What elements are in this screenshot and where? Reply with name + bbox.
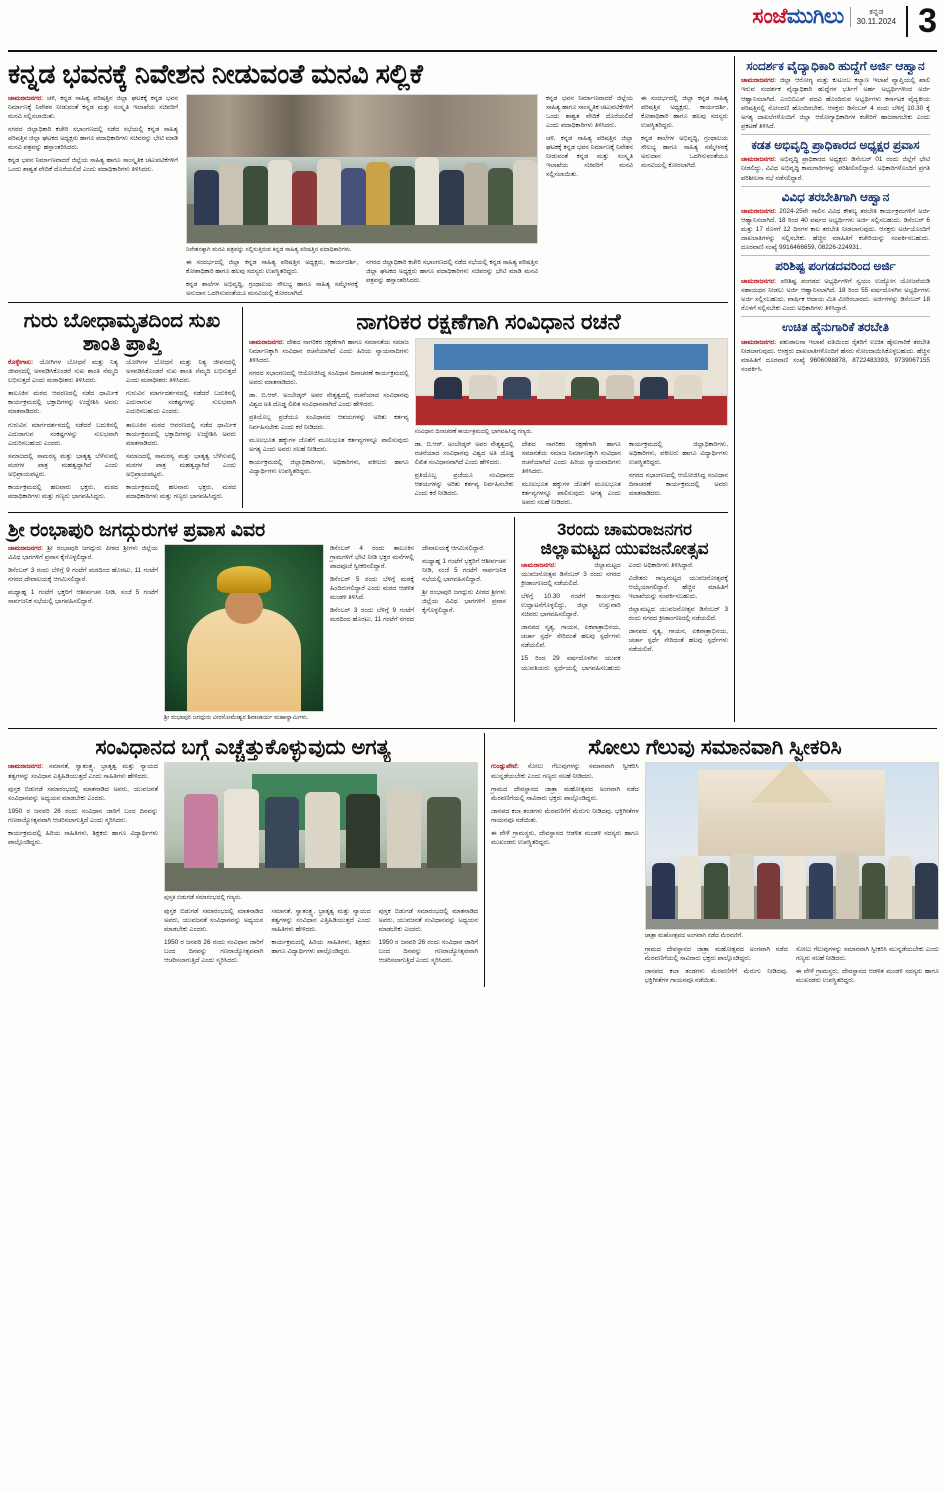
article-guru: [8, 307, 236, 507]
seer-column-3: [330, 544, 506, 722]
awareness-para-10: 1950 ರ ಜನವರಿ 26 ರಂದು ಸಂವಿಧಾನ ಜಾರಿಗೆ ಬಂದ ದಿನವನ್ನು ಗಣರಾಜ್ಯೋತ್ಸವವಾಗಿ ಆಚರಿಸಲಾಗುತ್ತಿದೆ ಎಂದು ಸ್ಮರಿಸಿದರು.: [378, 938, 478, 964]
awareness-photo-caption: ಪುಸ್ತಕ ಬಿಡುಗಡೆ ಸಮಾರಂಭದಲ್ಲಿ ಗಣ್ಯರು.: [164, 895, 242, 902]
seer-para-3: ಮಧ್ಯಾಹ್ನ 1 ಗಂಟೆಗೆ ಭಕ್ತರಿಗೆ ಆಶೀರ್ವಚನ ನೀಡಿ, ಸಂಜೆ 5 ಗಂಟೆಗೆ ಸಾರ್ವಜನಿಕ ಸಭೆಯಲ್ಲಿ ಭಾಗವಹಿಸಲಿದ್ದಾರೆ.: [8, 589, 158, 606]
youth-para-6: ಜಿಲ್ಲಾಮಟ್ಟದ ಯುವಜನೋತ್ಸವ ಡಿಸೆಂಬರ್ 3 ರಂದು ನಗರದ ಕ್ರೀಡಾಂಗಣದಲ್ಲಿ ನಡೆಯಲಿದೆ.: [628, 605, 728, 623]
youth-para-4: 15 ರಿಂದ 29 ವರ್ಷದೊಳಗಿನ ಯುವಕ ಯುವತಿಯರು ಸ್ಪರ್ಧೆಯಲ್ಲಿ ಭಾಗವಹಿಸಬಹುದು ಎಂದು ಅಧಿಕಾರಿಗಳು ತಿಳಿಸಿದ್ದಾರೆ.: [521, 561, 694, 672]
victory-para-1: ಸೋಲು ಗೆಲುವುಗಳನ್ನು ಸಮಾನವಾಗಿ ಸ್ವೀಕರಿಸಿ ಮುನ್ನಡೆಯಬೇಕು ಎಂದು ಗಣ್ಯರು ಸಲಹೆ ನೀಡಿದರು.: [491, 763, 639, 780]
constitution-para-2: ನಗರದ ಸಭಾಂಗಣದಲ್ಲಿ ಆಯೋಜಿಸಿದ್ದ ಸಂವಿಧಾನ ದಿನಾಚರಣೆ ಕಾರ್ಯಕ್ರಮದಲ್ಲಿ ಅವರು ಮಾತನಾಡಿದರು.: [249, 370, 409, 387]
rail-item-1-text: ಅಭಿವೃದ್ಧಿ ಪ್ರಾಧಿಕಾರದ ಅಧ್ಯಕ್ಷರು ಡಿಸೆಂಬರ್ 01 ರಂದು ಜಿಲ್ಲೆಗೆ ಭೇಟಿ ನೀಡಲಿದ್ದು, ವಿವಿಧ ಅಭಿವೃದ್ಧಿ ಕಾಮಗಾರಿಗಳನ್ನು ಪರಿಶೀಲಿಸಲಿದ್ದಾರೆ. ಅಧಿಕಾರಿಗಳೊಂದಿಗೆ ಪ್ರಗತಿ ಪರಿಶೀಲನಾ ಸಭೆ ನಡೆಸಲಿದ್ದಾರೆ.: [741, 156, 930, 182]
rail-item-1-dateline: ಚಾಮರಾಜನಗರ:: [741, 156, 777, 164]
article-victory: [484, 733, 939, 987]
awareness-para-7: ಸಮಾನತೆ, ಸ್ವಾತಂತ್ರ್ಯ, ಭ್ರಾತೃತ್ವ ಮತ್ತು ನ್ಯಾಯದ ತತ್ವಗಳನ್ನು ಸಂವಿಧಾನ ಎತ್ತಿಹಿಡಿಯುತ್ತದೆ ಎಂದು ಸಾಹಿತಿಗಳು ಹೇಳಿದರು.: [271, 907, 371, 933]
rail-item-0: [741, 59, 930, 131]
right-rail: [734, 56, 930, 722]
rail-item-1: [741, 138, 930, 183]
youth-para-1: ಜಿಲ್ಲಾಮಟ್ಟದ ಯುವಜನೋತ್ಸವ ಡಿಸೆಂಬರ್ 3 ರಂದು ನಗರದ ಕ್ರೀಡಾಂಗಣದಲ್ಲಿ ನಡೆಯಲಿದೆ.: [521, 561, 621, 587]
lead-photo-caption: ನಿವೇಶನಕ್ಕಾಗಿ ಮನವಿ ಪತ್ರವನ್ನು ಸಲ್ಲಿಸುತ್ತಿರುವ ಕನ್ನಡ ಸಾಹಿತ್ಯ ಪರಿಷತ್ತಿನ ಪದಾಧಿಕಾರಿಗಳು.: [186, 246, 352, 253]
lead-para-10: ಕನ್ನಡ ಶಾಲೆಗಳ ಅಭಿವೃದ್ಧಿ, ಗ್ರಂಥಾಲಯ ಸೌಲಭ್ಯ ಹಾಗೂ ಸಾಹಿತ್ಯ ಸಮ್ಮೇಳನಕ್ಕೆ ಅನುದಾನ ಒದಗಿಸುವಂತೆಯೂ ಮನವಿಯಲ್ಲಿ ಕೋರಲಾಗಿದೆ.: [641, 135, 728, 170]
rail-item-2-dateline: ಚಾಮರಾಜನಗರ:: [741, 208, 777, 216]
rail-item-3-body: [741, 277, 930, 313]
awareness-para-9: ಪುಸ್ತಕ ಬಿಡುಗಡೆ ಸಮಾರಂಭದಲ್ಲಿ ಮಾತನಾಡಿದ ಅವರು, ಯುವಜನತೆ ಸಂವಿಧಾನವನ್ನು ಅಧ್ಯಯನ ಮಾಡಬೇಕು ಎಂದರು.: [378, 907, 478, 933]
article-seer-dateline: ಚಾಮರಾಜನಗರ:: [8, 544, 44, 552]
constitution-para-4: ಪ್ರತಿಯೊಬ್ಬ ಪ್ರಜೆಯೂ ಸಂವಿಧಾನದ ಆಶಯಗಳನ್ನು ಅರಿತು ಕರ್ತವ್ಯ ನಿರ್ವಹಿಸಬೇಕು ಎಂದು ಕರೆ ನೀಡಿದರು.: [249, 414, 409, 431]
constitution-para-1: ದೇಶದ ನಾಗರಿಕರ ರಕ್ಷಣೆಗಾಗಿ ಹಾಗೂ ಸಮಾನತೆಯ ಸಮಾಜ ನಿರ್ಮಾಣಕ್ಕಾಗಿ ಸಂವಿಧಾನ ರಚನೆಯಾಗಿದೆ ಎಂದು ಹಿರಿಯ ನ್ಯಾಯವಾದಿಗಳು ತಿಳಿಸಿದರು.: [249, 338, 409, 364]
dateline: ಚಾಮರಾಜನಗರ:: [8, 94, 44, 102]
rail-item-2: [741, 190, 930, 253]
seer-para-6: ಡಿಸೆಂಬರ್ 3 ರಂದು ಬೆಳಿಗ್ಗೆ 9 ಗಂಟೆಗೆ ಮಠದಿಂದ ಹೊರಟು, 11 ಗಂಟೆಗೆ ನಗರದ ದೇವಾಲಯಕ್ಕೆ ಆಗಮಿಸಲಿದ್ದಾರೆ.: [330, 544, 485, 624]
rail-item-3-dateline: ಚಾಮರಾಜನಗರ:: [741, 277, 777, 285]
youth-para-7: ಜಾನಪದ ನೃತ್ಯ, ಗಾಯನ, ಏಕಪಾತ್ರಾಭಿನಯ, ಚರ್ಚಾ ಸ್ಪರ್ಧೆ ಸೇರಿದಂತೆ ಹಲವು ಸ್ಪರ್ಧೆಗಳು ನಡೆಯಲಿವೆ.: [628, 628, 728, 654]
awareness-para-8: ಕಾರ್ಯಕ್ರಮದಲ್ಲಿ ಹಿರಿಯ ಸಾಹಿತಿಗಳು, ಶಿಕ್ಷಕರು ಹಾಗೂ ವಿದ್ಯಾರ್ಥಿಗಳು ಪಾಲ್ಗೊಂಡಿದ್ದರು.: [271, 938, 371, 955]
masthead-language: ಕನ್ನಡ: [869, 6, 884, 16]
awareness-para-6: 1950 ರ ಜನವರಿ 26 ರಂದು ಸಂವಿಧಾನ ಜಾರಿಗೆ ಬಂದ ದಿನವನ್ನು ಗಣರಾಜ್ಯೋತ್ಸವವಾಗಿ ಆಚರಿಸಲಾಗುತ್ತಿದೆ ಎಂದು ಸ್ಮರಿಸಿದರು.: [164, 938, 264, 964]
article-awareness: [8, 733, 478, 987]
rail-item-4-title: ಉಚಿತ ಹೈನುಗಾರಿಕೆ ತರಬೇತಿ: [782, 320, 889, 335]
lead-para-5: ಕನ್ನಡ ಶಾಲೆಗಳ ಅಭಿವೃದ್ಧಿ, ಗ್ರಂಥಾಲಯ ಸೌಲಭ್ಯ ಹಾಗೂ ಸಾಹಿತ್ಯ ಸಮ್ಮೇಳನಕ್ಕೆ ಅನುದಾನ ಒದಗಿಸುವಂತೆಯೂ ಮನವಿಯಲ್ಲಿ ಕೋರಲಾಗಿದೆ.: [186, 280, 358, 298]
seer-para-4: ಡಿಸೆಂಬರ್ 4 ರಂದು ತಾಲೂಕಿನ ಗ್ರಾಮಗಳಿಗೆ ಭೇಟಿ ನೀಡಿ ಭಕ್ತರ ಮನೆಗಳಲ್ಲಿ ಪಾದಪೂಜೆ ಸ್ವೀಕರಿಸಲಿದ್ದಾರೆ.: [330, 544, 414, 570]
guru-para-4: ಸಮಾಜದಲ್ಲಿ ಸಾಮರಸ್ಯ ಮತ್ತು ಭಾತೃತ್ವ ಬೆಳೆಸುವಲ್ಲಿ ಮಠಗಳ ಪಾತ್ರ ಮಹತ್ವದ್ದಾಗಿದೆ ಎಂದು ಅಭಿಪ್ರಾಯಪಟ್ಟರು.: [8, 452, 118, 478]
rail-item-2-title: ವಿವಿಧ ತರಬೇತಿಗಾಗಿ ಆಹ್ವಾನ: [781, 189, 890, 204]
guru-para-6: ಯೋಗಿಗಳ ಬೋಧನೆ ಮತ್ತು ನಿತ್ಯ ಜೀವನದಲ್ಲಿ ಅಳವಡಿಸಿಕೊಂಡರೆ ಸುಖ ಶಾಂತಿ ನೆಮ್ಮದಿ ಲಭಿಸುತ್ತದೆ ಎಂದು ಮಠಾಧೀಶರು ತಿಳಿಸಿದರು.: [126, 358, 236, 385]
rail-item-2-body: [741, 207, 930, 252]
masthead: [8, 2, 937, 52]
seer-photo: [164, 544, 324, 712]
article-seer: [8, 517, 508, 722]
constitution-para-8: ಪ್ರತಿಯೊಬ್ಬ ಪ್ರಜೆಯೂ ಸಂವಿಧಾನದ ಆಶಯಗಳನ್ನು ಅರಿತು ಕರ್ತವ್ಯ ನಿರ್ವಹಿಸಬೇಕು ಎಂದು ಕರೆ ನೀಡಿದರು.: [414, 472, 514, 498]
seer-para-5: ಡಿಸೆಂಬರ್ 5 ರಂದು ಬೆಳಿಗ್ಗೆ ಮಠಕ್ಕೆ ಹಿಂದಿರುಗಲಿದ್ದಾರೆ ಎಂದು ಮಠದ ಆಡಳಿತ ಮಂಡಳಿ ತಿಳಿಸಿದೆ.: [330, 576, 414, 602]
seer-para-8: ಶ್ರೀ ರಂಭಾಪುರಿ ಜಗದ್ಗುರು ಪೀಠದ ಶ್ರೀಗಳು ಜಿಲ್ಲೆಯ ವಿವಿಧ ಭಾಗಗಳಿಗೆ ಪ್ರವಾಸ ಕೈಗೊಳ್ಳಲಿದ್ದಾರೆ.: [422, 589, 506, 615]
article-guru-dateline: ಕೊಳ್ಳೇಗಾಲ:: [8, 358, 34, 366]
constitution-photo-caption: ಸಂವಿಧಾನ ದಿನಾಚರಣೆ ಕಾರ್ಯಕ್ರಮದಲ್ಲಿ ಭಾಗವಹಿಸಿದ್ದ ಗಣ್ಯರು.: [414, 428, 533, 435]
guru-para-10: ಕಾರ್ಯಕ್ರಮದಲ್ಲಿ ಹಲವಾರು ಭಕ್ತರು, ಮಠದ ಪದಾಧಿಕಾರಿಗಳು ಮತ್ತು ಗಣ್ಯರು ಭಾಗವಹಿಸಿದ್ದರು.: [126, 484, 236, 501]
victory-para-6: ಜಾನಪದ ಕಲಾ ತಂಡಗಳು ಮೆರವಣಿಗೆಗೆ ಮೆರುಗು ನೀಡಿದವು. ಭಕ್ತಿಗೀತೆಗಳ ಗಾಯನವೂ ನಡೆಯಿತು.: [644, 967, 788, 984]
lead-para-2: ನಗರದ ಜಿಲ್ಲಾಧಿಕಾರಿ ಕಚೇರಿ ಸಭಾಂಗಣದಲ್ಲಿ ನಡೆದ ಸಭೆಯಲ್ಲಿ ಕನ್ನಡ ಸಾಹಿತ್ಯ ಪರಿಷತ್ತಿನ ಜಿಲ್ಲಾ ಘಟಕದ ಅಧ್ಯಕ್ಷರು ಹಾಗೂ ಪದಾಧಿಕಾರಿಗಳು ಸಚಿವರನ್ನು ಭೇಟಿ ಮಾಡಿ ಮನವಿ ಪತ್ರವನ್ನು ಹಸ್ತಾಂತರಿಸಿದರು.: [8, 125, 178, 152]
youth-para-5: ವಿಜೇತರು ರಾಜ್ಯಮಟ್ಟದ ಯುವಜನೋತ್ಸವಕ್ಕೆ ಆಯ್ಕೆಯಾಗಲಿದ್ದಾರೆ. ಹೆಚ್ಚಿನ ಮಾಹಿತಿಗೆ ಇಲಾಖೆಯನ್ನು ಸಂಪರ್ಕಿಸಬಹುದು.: [628, 574, 728, 600]
youth-para-2: ಬೆಳಿಗ್ಗೆ 10.30 ಗಂಟೆಗೆ ಕಾರ್ಯಕ್ರಮ ಉದ್ಘಾಟನೆಗೊಳ್ಳಲಿದ್ದು, ಜಿಲ್ಲಾ ಉಸ್ತುವಾರಿ ಸಚಿವರು ಭಾಗವಹಿಸಲಿದ್ದಾರೆ.: [521, 592, 621, 619]
article-guru-body: [8, 358, 236, 503]
rail-item-3: [741, 259, 930, 313]
article-constitution: [242, 307, 728, 507]
victory-column-rest: [645, 945, 939, 987]
guru-para-3: ಗುರುವಿನ ಮಾರ್ಗದರ್ಶನದಲ್ಲಿ ನಡೆದರೆ ಬದುಕಿನಲ್ಲಿ ಎದುರಾಗುವ ಸಂಕಷ್ಟಗಳನ್ನು ಸುಲಭವಾಗಿ ಎದುರಿಸಬಹುದು ಎಂದರು.: [8, 421, 118, 447]
awareness-para-5: ಪುಸ್ತಕ ಬಿಡುಗಡೆ ಸಮಾರಂಭದಲ್ಲಿ ಮಾತನಾಡಿದ ಅವರು, ಯುವಜನತೆ ಸಂವಿಧಾನವನ್ನು ಅಧ್ಯಯನ ಮಾಡಬೇಕು ಎಂದರು.: [164, 907, 264, 933]
guru-para-5: ಕಾರ್ಯಕ್ರಮದಲ್ಲಿ ಹಲವಾರು ಭಕ್ತರು, ಮಠದ ಪದಾಧಿಕಾರಿಗಳು ಮತ್ತು ಗಣ್ಯರು ಭಾಗವಹಿಸಿದ್ದರು.: [8, 484, 118, 501]
rail-item-3-title: ಪರಿಶಿಷ್ಟ ಪಂಗಡದವರಿಂದ ಅರ್ಜಿ: [775, 259, 896, 274]
youth-para-3: ಜಾನಪದ ನೃತ್ಯ, ಗಾಯನ, ಏಕಪಾತ್ರಾಭಿನಯ, ಚರ್ಚಾ ಸ್ಪರ್ಧೆ ಸೇರಿದಂತೆ ಹಲವು ಸ್ಪರ್ಧೆಗಳು ನಡೆಯಲಿವೆ.: [521, 624, 621, 650]
victory-column-1: [491, 762, 639, 986]
seer-para-7: ಮಧ್ಯಾಹ್ನ 1 ಗಂಟೆಗೆ ಭಕ್ತರಿಗೆ ಆಶೀರ್ವಚನ ನೀಡಿ, ಸಂಜೆ 5 ಗಂಟೆಗೆ ಸಾರ್ವಜನಿಕ ಸಭೆಯಲ್ಲಿ ಭಾಗವಹಿಸಲಿದ್ದಾರೆ.: [422, 557, 506, 584]
constitution-para-9: ದೇಶದ ನಾಗರಿಕರ ರಕ್ಷಣೆಗಾಗಿ ಹಾಗೂ ಸಮಾನತೆಯ ಸಮಾಜ ನಿರ್ಮಾಣಕ್ಕಾಗಿ ಸಂವಿಧಾನ ರಚನೆಯಾಗಿದೆ ಎಂದು ಹಿರಿಯ ನ್ಯಾಯವಾದಿಗಳು ತಿಳಿಸಿದರು.: [521, 440, 621, 476]
awareness-para-1: ಸಮಾನತೆ, ಸ್ವಾತಂತ್ರ್ಯ, ಭ್ರಾತೃತ್ವ ಮತ್ತು ನ್ಯಾಯದ ತತ್ವಗಳನ್ನು ಸಂವಿಧಾನ ಎತ್ತಿಹಿಡಿಯುತ್ತದೆ ಎಂದು ಸಾಹಿತಿಗಳು ಹೇಳಿದರು.: [8, 763, 158, 780]
rail-item-4-text: ಪಶುಪಾಲನಾ ಇಲಾಖೆ ವತಿಯಿಂದ ರೈತರಿಗೆ ಉಚಿತ ಹೈನುಗಾರಿಕೆ ತರಬೇತಿ ನೀಡಲಾಗುವುದು. ಆಸಕ್ತರು ದಾಖಲಾತಿಗಳೊಂದಿಗೆ ಹೆಸರು ನೋಂದಾಯಿಸಿಕೊಳ್ಳಬಹುದು. ಹೆಚ್ಚಿನ ಮಾಹಿತಿಗೆ ದೂರವಾಣಿ ಸಂಖ್ಯೆ 9606098878, 8722483393, 9739067155 ಸಂಪರ್ಕಿಸಿ.: [741, 338, 931, 373]
awareness-photo: [164, 762, 478, 892]
constitution-para-10: ಮೂಲಭೂತ ಹಕ್ಕುಗಳ ಜೊತೆಗೆ ಮೂಲಭೂತ ಕರ್ತವ್ಯಗಳನ್ನೂ ಪಾಲಿಸುವುದು ಅಗತ್ಯ ಎಂದು ಅವರು ಸಲಹೆ ನೀಡಿದರು.: [521, 481, 621, 507]
victory-para-4: ಈ ವೇಳೆ ಗ್ರಾಮಸ್ಥರು, ದೇವಸ್ಥಾನದ ಆಡಳಿತ ಮಂಡಳಿ ಸದಸ್ಯರು ಹಾಗೂ ಮುಖಂಡರು ಉಪಸ್ಥಿತರಿದ್ದರು.: [491, 829, 639, 847]
rail-item-3-text: ಪರಿಶಿಷ್ಟ ಪಂಗಡದ ಅಭ್ಯರ್ಥಿಗಳಿಗೆ ಸ್ವಯಂ ಉದ್ಯೋಗ ಯೋಜನೆಯಡಿ ಸಹಾಯಧನ ನೀಡಲು ಅರ್ಜಿ ಆಹ್ವಾನಿಸಲಾಗಿದೆ. 18 ರಿಂದ 55 ವರ್ಷದೊಳಗಿನ ಅಭ್ಯರ್ಥಿಗಳು ಅರ್ಜಿ ಸಲ್ಲಿಸಬಹುದು. ವಾರ್ಷಿಕ ಆದಾಯ ಮಿತಿ ಮೀರಿರಬಾರದು. ಅರ್ಜಿಗಳನ್ನು ಡಿಸೆಂಬರ್ 18 ರೊಳಗೆ ಸಲ್ಲಿಸಬೇಕು ಎಂದು ಅಧಿಕಾರಿಗಳು ತಿಳಿಸಿದ್ದಾರೆ.: [741, 277, 930, 313]
seer-para-1: ಶ್ರೀ ರಂಭಾಪುರಿ ಜಗದ್ಗುರು ಪೀಠದ ಶ್ರೀಗಳು ಜಿಲ್ಲೆಯ ವಿವಿಧ ಭಾಗಗಳಿಗೆ ಪ್ರವಾಸ ಕೈಗೊಳ್ಳಲಿದ್ದಾರೆ.: [8, 544, 158, 561]
brand-title-main: ಸಂಜೆ: [752, 5, 787, 28]
victory-para-5: ಗ್ರಾಮದ ದೇವಸ್ಥಾನದ ಜಾತ್ರಾ ಮಹೋತ್ಸವದ ಅಂಗವಾಗಿ ನಡೆದ ಮೆರವಣಿಗೆಯಲ್ಲಿ ಸಾವಿರಾರು ಭಕ್ತರು ಪಾಲ್ಗೊಂಡಿದ್ದರು.: [644, 945, 788, 962]
article-youth-dateline: ಚಾಮರಾಜನಗರ:: [521, 561, 557, 569]
rail-item-4-body: [741, 338, 930, 374]
rail-item-2-text: 2024-25ನೇ ಸಾಲಿನ ವಿವಿಧ ಕೌಶಲ್ಯ ತರಬೇತಿ ಕಾರ್ಯಕ್ರಮಗಳಿಗೆ ಅರ್ಜಿ ಆಹ್ವಾನಿಸಲಾಗಿದೆ. 18 ರಿಂದ 40 ವರ್ಷದ ಅಭ್ಯರ್ಥಿಗಳು ಅರ್ಜಿ ಸಲ್ಲಿಸಬಹುದು. ಡಿಸೆಂಬರ್ 6 ಮತ್ತು 17 ರೊಳಗೆ 12 ದಿನಗಳ ಕಾಲ ತರಬೇತಿ ನೀಡಲಾಗುವುದು. ಆಸಕ್ತರು ಅರ್ಜಿಯೊಂದಿಗೆ ದಾಖಲಾತಿಗಳನ್ನು ಸಲ್ಲಿಸಬೇಕು. ಹೆಚ್ಚಿನ ಮಾಹಿತಿಗೆ ಕಚೇರಿಯನ್ನು ಸಂಪರ್ಕಿಸಬಹುದು. ದೂರವಾಣಿ ಸಂಖ್ಯೆ 9916466659, 08226-224931.: [741, 208, 930, 252]
constitution-para-3: ಡಾ. ಬಿ.ಆರ್. ಅಂಬೇಡ್ಕರ್ ಅವರ ನೇತೃತ್ವದಲ್ಲಿ ರಚನೆಯಾದ ಸಂವಿಧಾನವು ವಿಶ್ವದ ಅತಿ ದೊಡ್ಡ ಲಿಖಿತ ಸಂವಿಧಾನವಾಗಿದೆ ಎಂದು ಹೇಳಿದರು.: [249, 392, 409, 409]
lead-para-1: ಚಳಿ, ಕನ್ನಡ ಸಾಹಿತ್ಯ ಪರಿಷತ್ತಿನ ಜಿಲ್ಲಾ ಘಟಕಕ್ಕೆ ಕನ್ನಡ ಭವನ ನಿರ್ಮಾಣಕ್ಕೆ ನಿವೇಶನ ನೀಡುವಂತೆ ಕನ್ನಡ ಮತ್ತು ಸಂಸ್ಕೃತಿ ಇಲಾಖೆಯ ಸಚಿವರಿಗೆ ಮನವಿ ಸಲ್ಲಿಸಲಾಯಿತು.: [8, 94, 178, 120]
masthead-brand: [752, 6, 896, 27]
rail-item-4: [741, 320, 930, 374]
main-content: [8, 56, 728, 722]
article-constitution-title: ನಾಗರಿಕರ ರಕ್ಷಣೆಗಾಗಿ ಸಂವಿಧಾನ ರಚನೆ: [356, 309, 621, 335]
brand-title: [752, 6, 843, 27]
seer-photo-caption: ಶ್ರೀ ರಂಭಾಪುರಿ ಜಗದ್ಗುರು ವೀರಸೋಮೇಶ್ವರ ಶಿವಾಚಾರ್ಯ ಮಹಾಸ್ವಾಮಿಗಳು.: [164, 714, 309, 721]
lead-column-3: [546, 94, 728, 298]
article-youth-body: [521, 561, 728, 673]
guru-para-9: ಸಮಾಜದಲ್ಲಿ ಸಾಮರಸ್ಯ ಮತ್ತು ಭಾತೃತ್ವ ಬೆಳೆಸುವಲ್ಲಿ ಮಠಗಳ ಪಾತ್ರ ಮಹತ್ವದ್ದಾಗಿದೆ ಎಂದು ಅಭಿಪ್ರಾಯಪಟ್ಟರು.: [126, 452, 236, 478]
victory-para-7: ಸೋಲು ಗೆಲುವುಗಳನ್ನು ಸಮಾನವಾಗಿ ಸ್ವೀಕರಿಸಿ ಮುನ್ನಡೆಯಬೇಕು ಎಂದು ಗಣ್ಯರು ಸಲಹೆ ನೀಡಿದರು.: [795, 945, 939, 962]
article-awareness-dateline: ಚಾಮರಾಜನಗರ:: [8, 763, 44, 771]
victory-para-3: ಜಾನಪದ ಕಲಾ ತಂಡಗಳು ಮೆರವಣಿಗೆಗೆ ಮೆರುಗು ನೀಡಿದವು. ಭಕ್ತಿಗೀತೆಗಳ ಗಾಯನವೂ ನಡೆಯಿತು.: [491, 807, 639, 824]
article-victory-dateline: ಗುಂಡ್ಲುಪೇಟೆ:: [491, 763, 519, 771]
page-title: ಕನ್ನಡ ಭವನಕ್ಕೆ ನಿವೇಶನ ನೀಡುವಂತೆ ಮನವಿ ಸಲ್ಲಿಕೆ: [8, 59, 423, 89]
lead-photo: [186, 94, 538, 244]
victory-photo-caption: ಜಾತ್ರಾ ಮಹೋತ್ಸವದ ಅಂಗವಾಗಿ ನಡೆದ ಮೆರವಣಿಗೆ.: [644, 933, 743, 940]
article-constitution-dateline: ಚಾಮರಾಜನಗರ:: [249, 338, 285, 346]
bottom-section: [8, 733, 937, 987]
constitution-column-rest: [415, 440, 728, 508]
article-lead: [8, 60, 728, 298]
victory-photo: [645, 762, 939, 930]
awareness-column-1: [8, 762, 158, 965]
article-youth-title: 3ರಂದು ಚಾಮರಾಜನಗರ ಜಿಲ್ಲಾಮಟ್ಟದ ಯುವಜನೋತ್ಸವ: [540, 519, 709, 558]
lead-para-9: ಈ ಸಂದರ್ಭದಲ್ಲಿ ಜಿಲ್ಲಾ ಕನ್ನಡ ಸಾಹಿತ್ಯ ಪರಿಷತ್ತಿನ ಅಧ್ಯಕ್ಷರು, ಕಾರ್ಯದರ್ಶಿ, ಕೋಶಾಧಿಕಾರಿ ಹಾಗೂ ಹಲವು ಸದಸ್ಯರು ಉಪಸ್ಥಿತರಿದ್ದರು.: [641, 94, 728, 129]
guru-para-8: ತಾಲೂಕಿನ ಮಠದ ಆವರಣದಲ್ಲಿ ನಡೆದ ಧಾರ್ಮಿಕ ಕಾರ್ಯಕ್ರಮದಲ್ಲಿ ಭಕ್ತಾದಿಗಳನ್ನು ಉದ್ದೇಶಿಸಿ ಅವರು ಮಾತನಾಡಿದರು.: [126, 421, 236, 447]
awareness-para-2: ಪುಸ್ತಕ ಬಿಡುಗಡೆ ಸಮಾರಂಭದಲ್ಲಿ ಮಾತನಾಡಿದ ಅವರು, ಯುವಜನತೆ ಸಂವಿಧಾನವನ್ನು ಅಧ್ಯಯನ ಮಾಡಬೇಕು ಎಂದರು.: [8, 785, 158, 802]
rail-item-0-title: ಸಂದರ್ಶಕ ವೈದ್ಯಾಧಿಕಾರಿ ಹುದ್ದೆಗೆ ಅರ್ಜಿ ಆಹ್ವಾನ: [746, 59, 925, 73]
lead-column-1: [8, 94, 178, 298]
rail-item-1-title: ಕಡತ ಅಭಿವೃದ್ಧಿ ಪ್ರಾಧಿಕಾರದ ಅಧ್ಯಕ್ಷರ ಪ್ರವಾಸ: [751, 137, 920, 152]
guru-para-7: ಗುರುವಿನ ಮಾರ್ಗದರ್ಶನದಲ್ಲಿ ನಡೆದರೆ ಬದುಕಿನಲ್ಲಿ ಎದುರಾಗುವ ಸಂಕಷ್ಟಗಳನ್ನು ಸುಲಭವಾಗಿ ಎದುರಿಸಬಹುದು ಎಂದರು.: [126, 390, 236, 416]
constitution-para-12: ನಗರದ ಸಭಾಂಗಣದಲ್ಲಿ ಆಯೋಜಿಸಿದ್ದ ಸಂವಿಧಾನ ದಿನಾಚರಣೆ ಕಾರ್ಯಕ್ರಮದಲ್ಲಿ ಅವರು ಮಾತನಾಡಿದರು.: [628, 472, 728, 498]
lead-column-center-text: [186, 258, 538, 298]
lead-para-6: ನಗರದ ಜಿಲ್ಲಾಧಿಕಾರಿ ಕಚೇರಿ ಸಭಾಂಗಣದಲ್ಲಿ ನಡೆದ ಸಭೆಯಲ್ಲಿ ಕನ್ನಡ ಸಾಹಿತ್ಯ ಪರಿಷತ್ತಿನ ಜಿಲ್ಲಾ ಘಟಕದ ಅಧ್ಯಕ್ಷರು ಹಾಗೂ ಪದಾಧಿಕಾರಿಗಳು ಸಚಿವರನ್ನು ಭೇಟಿ ಮಾಡಿ ಮನವಿ ಪತ್ರವನ್ನು ಹಸ್ತಾಂತರಿಸಿದರು.: [366, 258, 538, 284]
guru-para-2: ತಾಲೂಕಿನ ಮಠದ ಆವರಣದಲ್ಲಿ ನಡೆದ ಧಾರ್ಮಿಕ ಕಾರ್ಯಕ್ರಮದಲ್ಲಿ ಭಕ್ತಾದಿಗಳನ್ನು ಉದ್ದೇಶಿಸಿ ಅವರು ಮಾತನಾಡಿದರು.: [8, 390, 118, 416]
victory-para-8: ಈ ವೇಳೆ ಗ್ರಾಮಸ್ಥರು, ದೇವಸ್ಥಾನದ ಆಡಳಿತ ಮಂಡಳಿ ಸದಸ್ಯರು ಹಾಗೂ ಮುಖಂಡರು ಉಪಸ್ಥಿತರಿದ್ದರು.: [795, 967, 939, 984]
seer-para-2: ಡಿಸೆಂಬರ್ 3 ರಂದು ಬೆಳಿಗ್ಗೆ 9 ಗಂಟೆಗೆ ಮಠದಿಂದ ಹೊರಟು, 11 ಗಂಟೆಗೆ ನಗರದ ದೇವಾಲಯಕ್ಕೆ ಆಗಮಿಸಲಿದ್ದಾರೆ.: [8, 566, 158, 584]
article-seer-title: ಶ್ರೀ ರಂಭಾಪುರಿ ಜಗದ್ಗುರುಗಳ ಪ್ರವಾಸ ವಿವರ: [8, 519, 266, 541]
rail-item-1-body: [741, 155, 930, 182]
lead-para-8: ಚಳಿ, ಕನ್ನಡ ಸಾಹಿತ್ಯ ಪರಿಷತ್ತಿನ ಜಿಲ್ಲಾ ಘಟಕಕ್ಕೆ ಕನ್ನಡ ಭವನ ನಿರ್ಮಾಣಕ್ಕೆ ನಿವೇಶನ ನೀಡುವಂತೆ ಕನ್ನಡ ಮತ್ತು ಸಂಸ್ಕೃತಿ ಇಲಾಖೆಯ ಸಚಿವರಿಗೆ ಮನವಿ ಸಲ್ಲಿಸಲಾಯಿತು.: [546, 135, 633, 179]
article-awareness-title: ಸಂವಿಧಾನದ ಬಗ್ಗೆ ಎಚ್ಚೆತ್ತುಕೊಳ್ಳುವುದು ಅಗತ್ಯ: [95, 735, 391, 759]
awareness-para-4: ಕಾರ್ಯಕ್ರಮದಲ್ಲಿ ಹಿರಿಯ ಸಾಹಿತಿಗಳು, ಶಿಕ್ಷಕರು ಹಾಗೂ ವಿದ್ಯಾರ್ಥಿಗಳು ಪಾಲ್ಗೊಂಡಿದ್ದರು.: [8, 829, 158, 847]
constitution-para-6: ಕಾರ್ಯಕ್ರಮದಲ್ಲಿ ಜಿಲ್ಲಾಧಿಕಾರಿಗಳು, ಅಧಿಕಾರಿಗಳು, ವಕೀಲರು ಹಾಗೂ ವಿದ್ಯಾರ್ಥಿಗಳು ಉಪಸ್ಥಿತರಿದ್ದರು.: [249, 458, 409, 475]
brand-title-second: ಮುಗಿಲು: [786, 5, 844, 28]
article-youth: [514, 517, 728, 722]
rail-item-0-dateline: ಚಾಮರಾಜನಗರ:: [741, 77, 777, 85]
constitution-para-11: ಕಾರ್ಯಕ್ರಮದಲ್ಲಿ ಜಿಲ್ಲಾಧಿಕಾರಿಗಳು, ಅಧಿಕಾರಿಗಳು, ವಕೀಲರು ಹಾಗೂ ವಿದ್ಯಾರ್ಥಿಗಳು ಉಪಸ್ಥಿತರಿದ್ದರು.: [628, 440, 728, 467]
article-guru-title: ಗುರು ಬೋಧಾಮೃತದಿಂದ ಸುಖ ಶಾಂತಿ ಪ್ರಾಪ್ತಿ: [23, 310, 221, 355]
constitution-photo: [415, 338, 728, 426]
rail-item-0-text: ಜಿಲ್ಲಾ ಆರೋಗ್ಯ ಮತ್ತು ಕುಟುಂಬ ಕಲ್ಯಾಣ ಇಲಾಖೆ ವ್ಯಾಪ್ತಿಯಲ್ಲಿ ಖಾಲಿ ಇರುವ ಸಂದರ್ಶಕ ವೈದ್ಯಾಧಿಕಾರಿ ಹುದ್ದೆಗಳ ಭರ್ತಿಗೆ ಅರ್ಹ ಅಭ್ಯರ್ಥಿಗಳಿಂದ ಅರ್ಜಿ ಆಹ್ವಾನಿಸಲಾಗಿದೆ. ಎಂಬಿಬಿಎಸ್ ಪದವಿ ಹೊಂದಿರುವ ಅಭ್ಯರ್ಥಿಗಳು ಕರ್ನಾಟಕ ವೈದ್ಯಕೀಯ ಪರಿಷತ್ತಿನಲ್ಲಿ ನೋಂದಣಿ ಹೊಂದಿರಬೇಕು. ಆಸಕ್ತರು ಡಿಸೆಂಬರ್ 4 ರಂದು ಬೆಳಿಗ್ಗೆ 10.30 ಕ್ಕೆ ಅಗತ್ಯ ದಾಖಲೆಗಳೊಂದಿಗೆ ಜಿಲ್ಲಾ ಆರೋಗ್ಯಾಧಿಕಾರಿಗಳ ಕಚೇರಿಗೆ ಹಾಜರಾಗಬೇಕು ಎಂದು ಪ್ರಕಟಣೆ ತಿಳಿಸಿದೆ.: [741, 77, 931, 130]
lead-para-4: ಈ ಸಂದರ್ಭದಲ್ಲಿ ಜಿಲ್ಲಾ ಕನ್ನಡ ಸಾಹಿತ್ಯ ಪರಿಷತ್ತಿನ ಅಧ್ಯಕ್ಷರು, ಕಾರ್ಯದರ್ಶಿ, ಕೋಶಾಧಿಕಾರಿ ಹಾಗೂ ಹಲವು ಸದಸ್ಯರು ಉಪಸ್ಥಿತರಿದ್ದರು.: [186, 258, 358, 275]
awareness-para-3: 1950 ರ ಜನವರಿ 26 ರಂದು ಸಂವಿಧಾನ ಜಾರಿಗೆ ಬಂದ ದಿನವನ್ನು ಗಣರಾಜ್ಯೋತ್ಸವವಾಗಿ ಆಚರಿಸಲಾಗುತ್ತಿದೆ ಎಂದು ಸ್ಮರಿಸಿದರು.: [8, 807, 158, 824]
guru-para-1: ಯೋಗಿಗಳ ಬೋಧನೆ ಮತ್ತು ನಿತ್ಯ ಜೀವನದಲ್ಲಿ ಅಳವಡಿಸಿಕೊಂಡರೆ ಸುಖ ಶಾಂತಿ ನೆಮ್ಮದಿ ಲಭಿಸುತ್ತದೆ ಎಂದು ಮಠಾಧೀಶರು ತಿಳಿಸಿದರು.: [8, 358, 119, 385]
masthead-subtitle: [850, 7, 896, 27]
lead-para-3: ಕನ್ನಡ ಭವನ ನಿರ್ಮಾಣವಾದರೆ ಜಿಲ್ಲೆಯ ಸಾಹಿತ್ಯ ಹಾಗೂ ಸಾಂಸ್ಕೃತಿಕ ಚಟುವಟಿಕೆಗಳಿಗೆ ಒಂದು ಶಾಶ್ವತ ವೇದಿಕೆ ದೊರೆಯಲಿದೆ ಎಂದು ಪದಾಧಿಕಾರಿಗಳು ತಿಳಿಸಿದರು.: [8, 157, 178, 174]
constitution-para-7: ಡಾ. ಬಿ.ಆರ್. ಅಂಬೇಡ್ಕರ್ ಅವರ ನೇತೃತ್ವದಲ್ಲಿ ರಚನೆಯಾದ ಸಂವಿಧಾನವು ವಿಶ್ವದ ಅತಿ ದೊಡ್ಡ ಲಿಖಿತ ಸಂವಿಧಾನವಾಗಿದೆ ಎಂದು ಹೇಳಿದರು.: [414, 440, 514, 467]
lead-para-7: ಕನ್ನಡ ಭವನ ನಿರ್ಮಾಣವಾದರೆ ಜಿಲ್ಲೆಯ ಸಾಹಿತ್ಯ ಹಾಗೂ ಸಾಂಸ್ಕೃತಿಕ ಚಟುವಟಿಕೆಗಳಿಗೆ ಒಂದು ಶಾಶ್ವತ ವೇದಿಕೆ ದೊರೆಯಲಿದೆ ಎಂದು ಪದಾಧಿಕಾರಿಗಳು ತಿಳಿಸಿದರು.: [546, 94, 633, 129]
seer-column-1: [8, 544, 158, 722]
constitution-column-1: [249, 338, 409, 508]
rail-item-0-body: [741, 76, 930, 131]
rail-item-4-dateline: ಚಾಮರಾಜನಗರ:: [741, 338, 777, 346]
article-victory-title: ಸೋಲು ಗೆಲುವು ಸಮಾನವಾಗಿ ಸ್ವೀಕರಿಸಿ: [588, 735, 842, 759]
page-number: 3: [906, 6, 937, 37]
masthead-date: 30.11.2024: [856, 16, 897, 26]
victory-para-2: ಗ್ರಾಮದ ದೇವಸ್ಥಾನದ ಜಾತ್ರಾ ಮಹೋತ್ಸವದ ಅಂಗವಾಗಿ ನಡೆದ ಮೆರವಣಿಗೆಯಲ್ಲಿ ಸಾವಿರಾರು ಭಕ್ತರು ಪಾಲ್ಗೊಂಡಿದ್ದರು.: [491, 785, 639, 802]
awareness-column-rest: [164, 907, 478, 966]
constitution-para-5: ಮೂಲಭೂತ ಹಕ್ಕುಗಳ ಜೊತೆಗೆ ಮೂಲಭೂತ ಕರ್ತವ್ಯಗಳನ್ನೂ ಪಾಲಿಸುವುದು ಅಗತ್ಯ ಎಂದು ಅವರು ಸಲಹೆ ನೀಡಿದರು.: [249, 436, 409, 453]
